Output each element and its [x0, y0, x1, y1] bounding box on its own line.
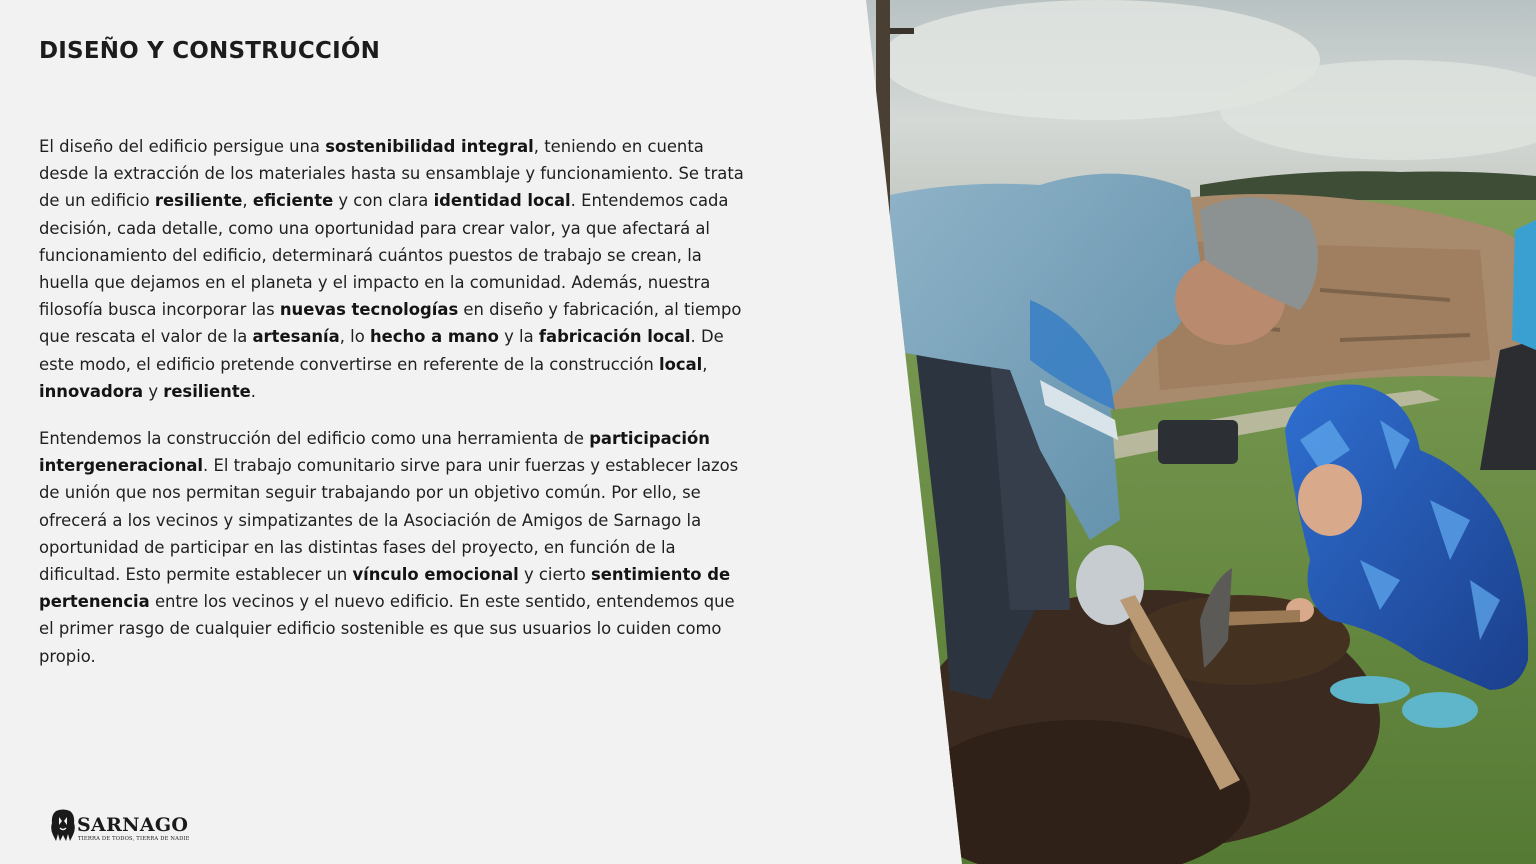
- emphasis-text: innovadora: [39, 381, 144, 401]
- paragraph-text: y la: [498, 327, 539, 347]
- paragraph-text: , lo: [339, 327, 370, 347]
- paragraph-text: ,: [242, 191, 253, 211]
- paragraph-text: , teniendo en cuenta desde la extracción de los materiales hasta su ensamblaje y funcionamiento. Se trata de un edificio: [39, 137, 744, 211]
- paragraph-text: ,: [702, 354, 708, 374]
- emphasis-text: identidad local: [433, 191, 571, 211]
- paragraph-text: y con clara: [333, 191, 434, 211]
- paragraph-text: en diseño y fabricación, al tiempo que rescata el valor de la: [39, 300, 742, 347]
- emphasis-text: hecho a mano: [369, 327, 499, 347]
- sarnago-logo: [48, 806, 198, 846]
- emphasis-text: sostenibilidad integral: [325, 137, 534, 156]
- emphasis-text: participación intergeneracional: [39, 429, 710, 476]
- emphasis-text: eficiente: [252, 191, 334, 211]
- page-title: DISEÑO Y CONSTRUCCIÓN: [39, 38, 381, 64]
- emphasis-text: resiliente: [154, 191, 243, 211]
- emphasis-text: artesanía: [252, 327, 340, 347]
- paragraph-text: El diseño del edificio persigue una: [39, 137, 326, 156]
- paragraph-text: Entendemos la construcción del edificio como una herramienta de: [39, 429, 590, 449]
- paragraph-text: . De este modo, el edificio pretende convertirse en referente de la construcción: [39, 327, 724, 374]
- logo-name: SARNAGO: [77, 814, 189, 836]
- sarnago-emblem-icon: [48, 809, 78, 843]
- paragraph-participation: [39, 425, 754, 670]
- logo-tagline: TIERRA DE TODOS, TIERRA DE NADIE: [78, 836, 190, 842]
- paragraph-text: . El trabajo comunitario sirve para unir fuerzas y establecer lazos de unión que nos permitan seguir trabajando por un objetivo común. Por ello, se ofrecerá a los vecinos y simpatizantes de la Asociación de Amigos de Sarnago la oportunidad de participar en las distintas fases del proyecto, en función de la dificultad. Esto permite establecer un: [39, 456, 739, 585]
- paragraph-sustainability: [39, 133, 754, 405]
- paragraph-text: entre los vecinos y el nuevo edificio. En este sentido, entendemos que el primer rasgo de cualquier edificio sostenible es que sus usuarios lo cuiden como propio.: [39, 592, 735, 666]
- paragraph-text: y: [143, 381, 164, 401]
- paragraph-text: y cierto: [518, 565, 591, 585]
- emphasis-text: local: [658, 354, 703, 374]
- emphasis-text: resiliente: [163, 381, 251, 401]
- emphasis-text: vínculo emocional: [352, 565, 519, 585]
- emphasis-text: sentimiento de pertenencia: [39, 565, 731, 612]
- emphasis-text: fabricación local: [538, 327, 691, 347]
- paragraph-text: . Entendemos cada decisión, cada detalle, como una oportunidad para crear valor, ya que afectará al funcionamiento del edificio, determinará cuántos puestos de trabajo se crean, la huella que dejamos en el planeta y el impacto en la comunidad. Además, nuestra filosofía busca incorporar las: [39, 191, 729, 320]
- paragraph-text: .: [250, 381, 257, 401]
- body-text: [39, 133, 754, 690]
- emphasis-text: nuevas tecnologías: [279, 300, 459, 320]
